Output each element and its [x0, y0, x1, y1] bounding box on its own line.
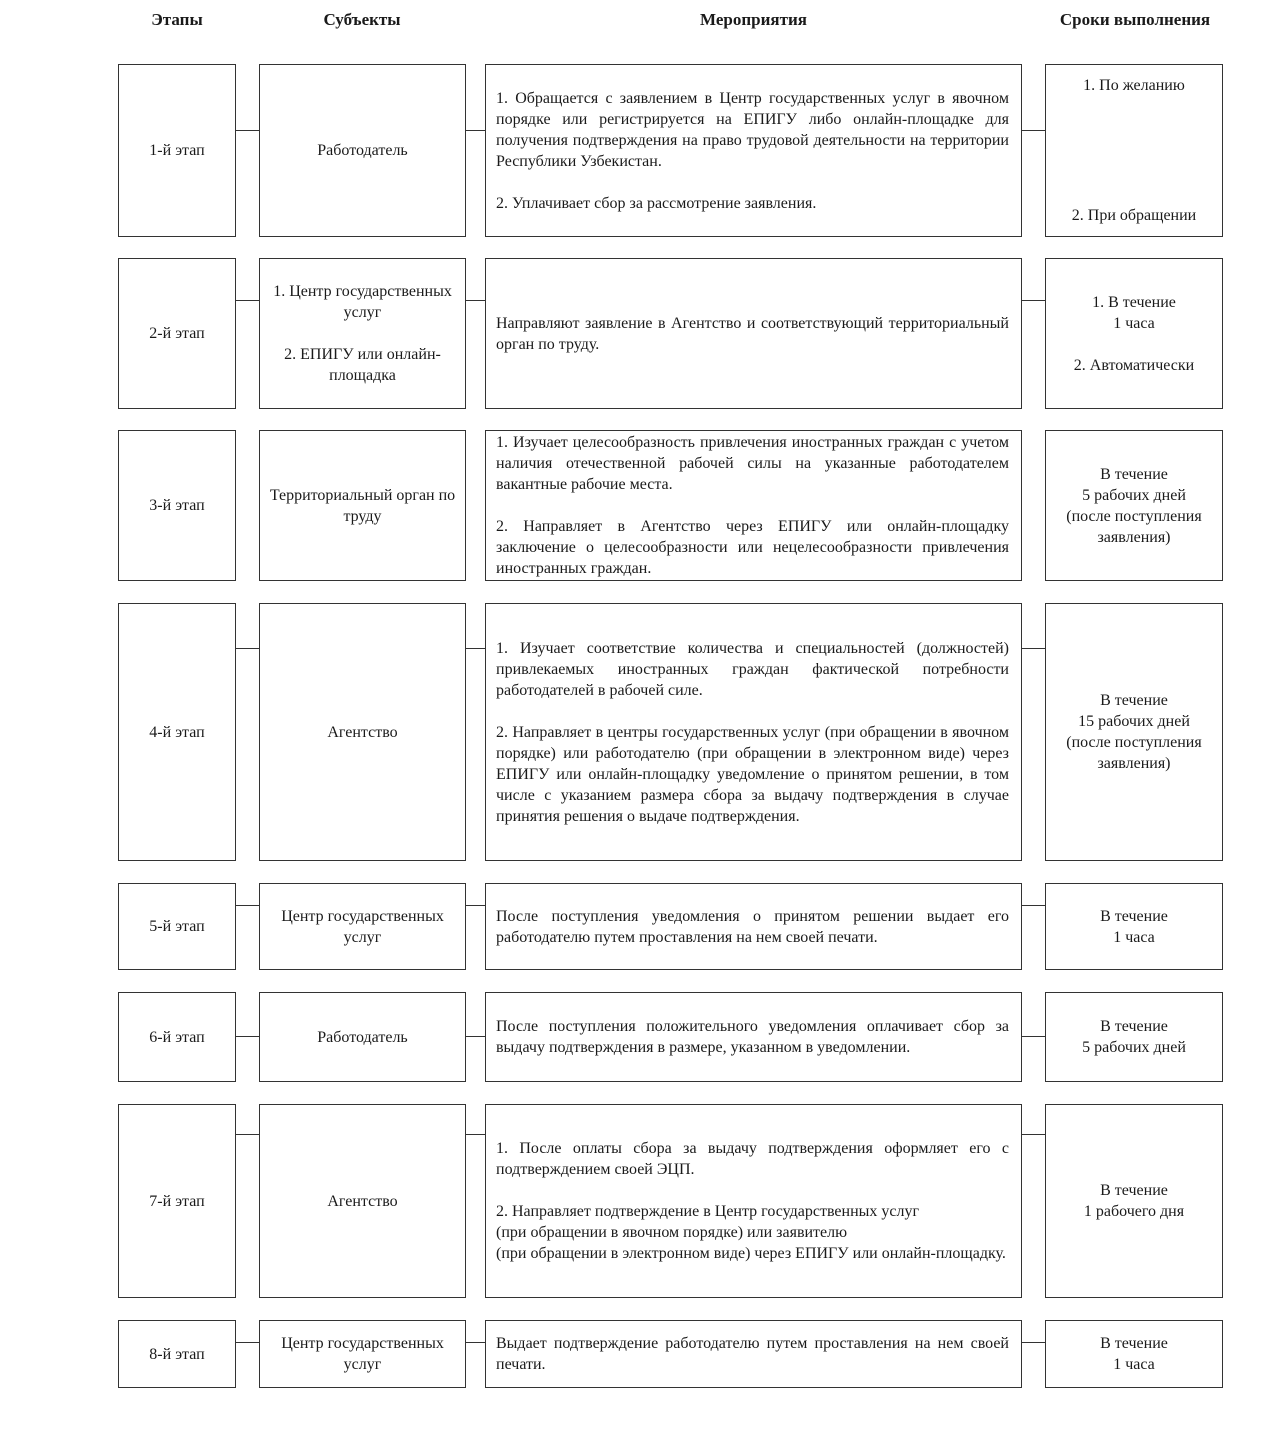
- stage-box-8: 8-й этап: [118, 1320, 236, 1388]
- deadline-item-2-1: 1. В течение 1 часа: [1092, 293, 1176, 332]
- deadline-box-5: [1045, 883, 1223, 970]
- connector-subject-activity-6: [466, 1036, 485, 1037]
- deadline-item-7-1: В течение 1 рабочего дня: [1083, 1182, 1185, 1220]
- activity-item-4-1: 1. Изучает соответствие количества и специальностей (должностей) привлекаемых иностранных граждан фактической потребности работодателей в рабочей силе.: [496, 639, 1009, 699]
- connector-activity-deadline-8: [1022, 1342, 1045, 1343]
- activity-item-8-1: Выдает подтверждение работодателю путем проставления на нем своей печати.: [496, 1335, 1009, 1373]
- activity-item-3-2: 2. Направляет в Агентство через ЕПИГУ или онлайн-площадку заключение о целесообразности или нецелесообразности привлечения иностранных граждан.: [496, 518, 1009, 577]
- deadline-item-6-1: В течение 5 рабочих дней: [1082, 1018, 1186, 1056]
- deadline-box-8: [1045, 1320, 1223, 1388]
- activity-box-3: [485, 430, 1022, 581]
- connector-activity-deadline-4: [1022, 648, 1045, 649]
- header-stages: Этапы: [151, 10, 203, 29]
- connector-stage-subject-6: [236, 1036, 259, 1037]
- deadline-item-1-2: 2. При обращении: [1071, 207, 1197, 224]
- stage-box-6: 6-й этап: [118, 992, 236, 1082]
- deadline-item-5-1: В течение 1 часа: [1100, 907, 1168, 946]
- stage-box-7: 7-й этап: [118, 1104, 236, 1298]
- stage-box-2: 2-й этап: [118, 258, 236, 409]
- deadline-box-4: [1045, 603, 1223, 861]
- activity-box-4: [485, 603, 1022, 861]
- stage-box-1: 1-й этап: [118, 64, 236, 237]
- connector-activity-deadline-1: [1022, 130, 1045, 131]
- activity-item-5-1: После поступления уведомления о принятом решении выдает его работодателю путем проставления на нем своей печати.: [496, 907, 1009, 946]
- subject-box-3: Территориальный орган по труду: [259, 430, 466, 581]
- deadline-item-4-1: В течение 15 рабочих дней (после поступления заявления): [1066, 692, 1202, 772]
- activity-item-7-1: 1. После оплаты сбора за выдачу подтверждения оформляет его с подтверждением своей ЭЦП.: [496, 1140, 1009, 1178]
- deadline-box-3: [1045, 430, 1223, 581]
- activity-box-6: [485, 992, 1022, 1082]
- connector-subject-activity-4: [466, 648, 485, 649]
- deadline-item-3-1: В течение 5 рабочих дней (после поступления заявления): [1066, 465, 1202, 546]
- deadline-box-2: [1045, 258, 1223, 409]
- activity-box-1: [485, 64, 1022, 237]
- connector-subject-activity-1: [466, 130, 485, 131]
- header-activities: Мероприятия: [700, 10, 807, 29]
- connector-subject-activity-7: [466, 1134, 485, 1135]
- activity-item-2-1: Направляют заявление в Агентство и соответствующий территориальный орган по труду.: [496, 314, 1009, 353]
- connector-stage-subject-8: [236, 1342, 259, 1343]
- connector-stage-subject-5: [236, 905, 259, 906]
- connector-stage-subject-7: [236, 1134, 259, 1135]
- stage-box-5: 5-й этап: [118, 883, 236, 970]
- deadline-item-1-1: 1. По желанию: [1083, 77, 1185, 94]
- subject-box-8: Центр государственных услуг: [259, 1320, 466, 1388]
- activity-item-3-1: 1. Изучает целесообразность привлечения иностранных граждан с учетом наличия отечественной рабочей силы на указанные работодателем вакантные рабочие места.: [496, 434, 1009, 493]
- activity-box-7: [485, 1104, 1022, 1298]
- activity-box-2: [485, 258, 1022, 409]
- deadline-item-2-2: 2. Автоматически: [1073, 356, 1195, 374]
- activity-box-5: [485, 883, 1022, 970]
- activity-item-1-1: 1. Обращается с заявлением в Центр государственных услуг в явочном порядке или регистрируется на ЕПИГУ либо онлайн-площадке для получения подтверждения на право трудовой деятельности на территории Республики Узбекистан.: [496, 89, 1009, 170]
- subject-box-4: Агентство: [259, 603, 466, 861]
- subject-box-5: Центр государственных услуг: [259, 883, 466, 970]
- connector-subject-activity-5: [466, 905, 485, 906]
- activity-item-1-2: 2. Уплачивает сбор за рассмотрение заявления.: [496, 194, 817, 212]
- deadline-box-7: [1045, 1104, 1223, 1298]
- connector-subject-activity-8: [466, 1342, 485, 1343]
- stage-box-4: 4-й этап: [118, 603, 236, 861]
- subject-box-2: 1. Центр государственных услуг 2. ЕПИГУ или онлайн-площадка: [259, 258, 466, 409]
- subject-box-1: Работодатель: [259, 64, 466, 237]
- subject-box-7: Агентство: [259, 1104, 466, 1298]
- connector-activity-deadline-5: [1022, 905, 1045, 906]
- connector-activity-deadline-6: [1022, 1036, 1045, 1037]
- deadline-box-6: [1045, 992, 1223, 1082]
- deadline-box-1: [1045, 64, 1223, 237]
- connector-stage-subject-1: [236, 130, 259, 131]
- activity-item-4-2: 2. Направляет в центры государственных услуг (при обращении в явочном порядке) или работодателю (при обращении в электронном виде) через ЕПИГУ или онлайн-площадку уведомление о принятом решении, в том числе с указанием размера сбора за выдачу подтверждения в случае принятия решения о выдаче подтверждения.: [496, 723, 1009, 825]
- activity-box-8: [485, 1320, 1022, 1388]
- activity-item-7-2: 2. Направляет подтверждение в Центр государственных услуг (при обращении в явочном порядке) или заявителю (при обращении в электронном виде) через ЕПИГУ или онлайн-площадку.: [496, 1203, 1006, 1262]
- header-deadlines: Сроки выполнения: [1059, 10, 1211, 29]
- connector-subject-activity-2: [466, 300, 485, 301]
- connector-activity-deadline-2: [1022, 300, 1045, 301]
- connector-activity-deadline-7: [1022, 1134, 1045, 1135]
- connector-stage-subject-4: [236, 648, 259, 649]
- deadline-item-8-1: В течение 1 часа: [1100, 1335, 1168, 1373]
- stage-box-3: 3-й этап: [118, 430, 236, 581]
- connector-stage-subject-2: [236, 300, 259, 301]
- activity-item-6-1: После поступления положительного уведомления оплачивает сбор за выдачу подтверждения в размере, указанном в уведомлении.: [496, 1018, 1009, 1056]
- header-subjects: Субъекты: [323, 10, 401, 29]
- subject-box-6: Работодатель: [259, 992, 466, 1082]
